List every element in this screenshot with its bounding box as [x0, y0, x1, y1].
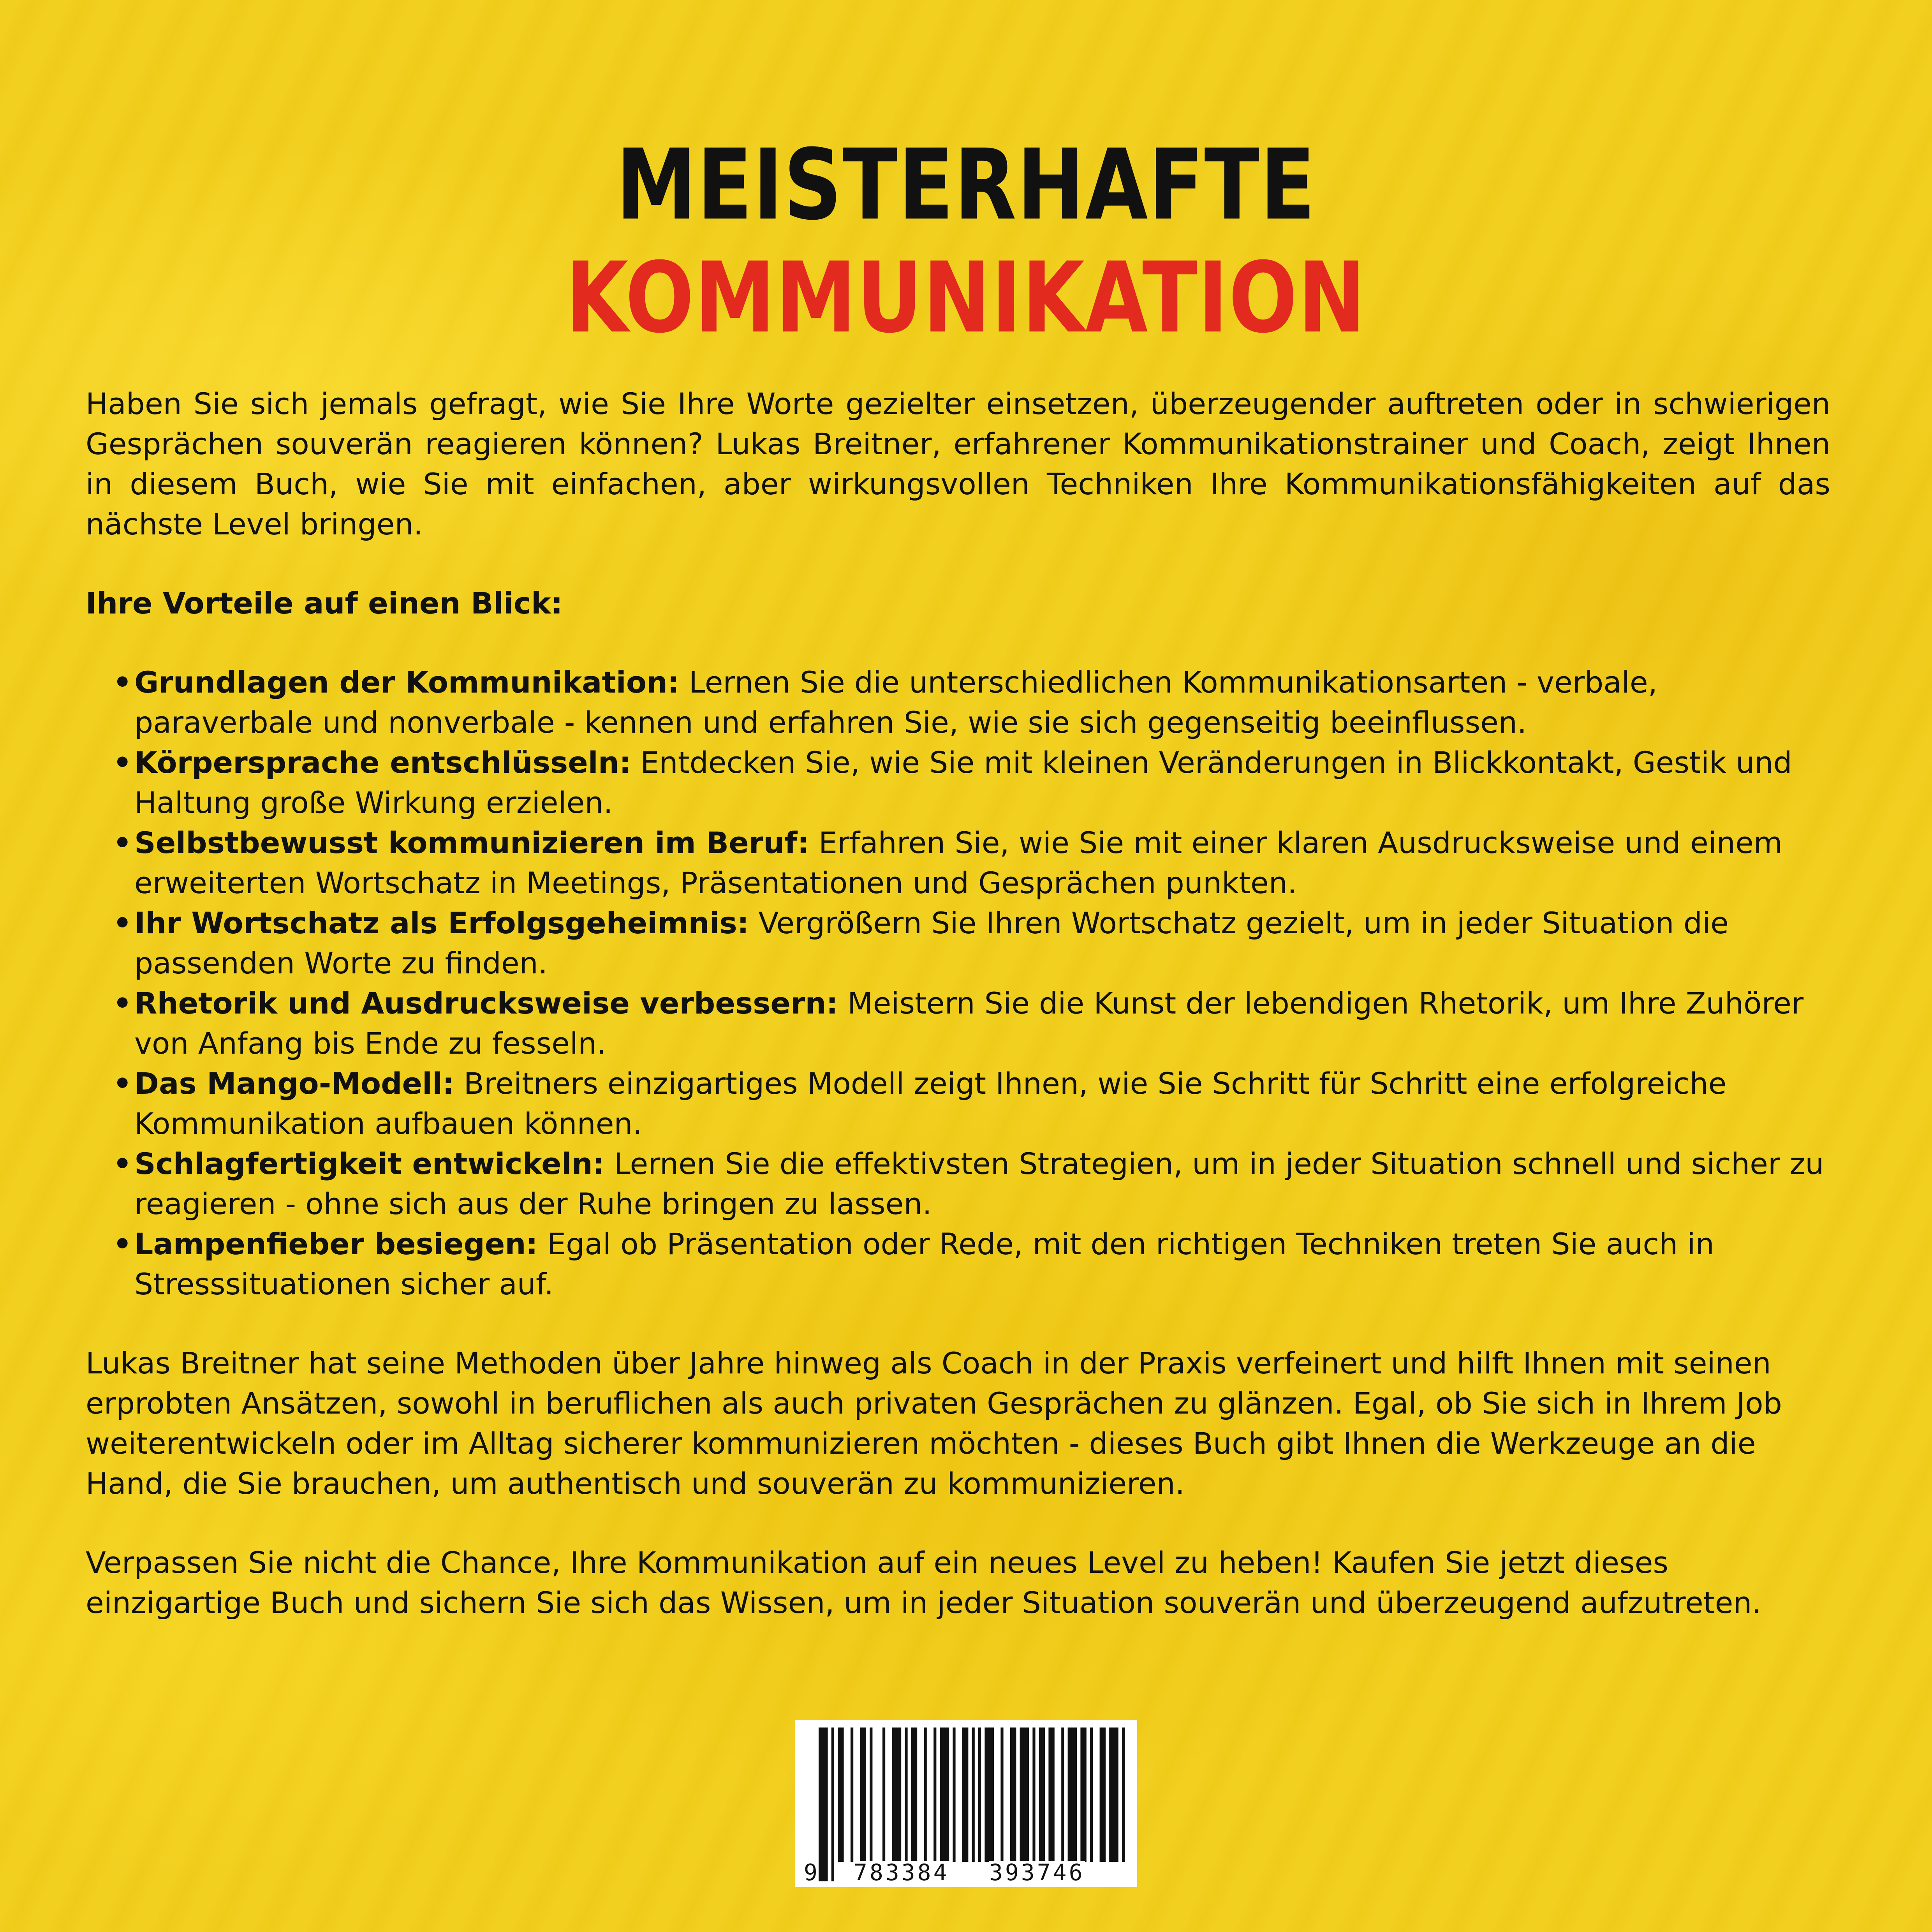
barcode-bar: [1048, 1728, 1054, 1862]
list-item: [86, 903, 1830, 983]
barcode-bar: [953, 1728, 955, 1862]
barcode-bar: [1000, 1728, 1003, 1862]
title-block: [0, 129, 1932, 354]
list-item: [86, 1063, 1830, 1144]
barcode-bar: [1090, 1728, 1093, 1862]
blurb: [86, 384, 1830, 1623]
barcode-bars: [795, 1720, 1137, 1887]
barcode-bar: [892, 1728, 902, 1862]
list-item: [86, 1224, 1830, 1304]
list-item-text: Egal ob Präsentation oder Rede, mit den richtigen Techniken treten Sie auch in Stresssituationen sicher auf.: [134, 1227, 1714, 1301]
list-item-lead: Körpersprache entschlüsseln:: [134, 745, 631, 780]
list-item-text: Lernen Sie die effektivsten Strategien, um in jeder Situation schnell und sicher zu reagieren - ohne sich aus der Ruhe bringen zu lassen.: [134, 1146, 1824, 1221]
bullet-icon: •: [113, 825, 132, 860]
barcode-right-group: 393746: [989, 1859, 1085, 1886]
bullet-icon: •: [113, 1227, 132, 1261]
barcode-bar: [924, 1728, 927, 1862]
intro-paragraph: Haben Sie sich jemals gefragt, wie Sie Ihre Worte gezielter einsetzen, überzeugender auftreten oder in schwierigen Gesprächen souverän reagieren können? Lukas Breitner, erfahrener Kommunikationstrainer und Coach, zeigt Ihnen in diesem Buch, wie Sie mit einfachen, aber wirkungsvollen Techniken Ihre Kommunikationsfähigkeiten auf das nächste Level bringen.: [86, 386, 1830, 541]
barcode-bar: [851, 1728, 853, 1862]
barcode-bar: [940, 1728, 949, 1862]
barcode-bar: [860, 1728, 866, 1862]
list-item: [86, 983, 1830, 1063]
list-item: [86, 1144, 1830, 1224]
isbn-barcode: [795, 1720, 1137, 1887]
author-paragraph: Lukas Breitner hat seine Methoden über Jahre hinweg als Coach in der Praxis verfeinert und hilft Ihnen mit seinen erprobten Ansätzen, sowohl in beruflichen als auch privaten Gesprächen zu glänzen. Egal, ob Sie sich in Ihrem Job weiterentwickeln oder im Alltag sicherer kommunizieren möchten - dieses Buch gibt Ihnen die Werkzeuge an die Hand, die Sie brauchen, um authentisch und souverän zu kommunizieren.: [86, 1346, 1782, 1501]
advantages-list: [86, 662, 1830, 1304]
list-item-text: Meistern Sie die Kunst der lebendigen Rhetorik, um Ihre Zuhörer von Anfang bis Ende zu fesseln.: [134, 986, 1804, 1061]
list-item-lead: Ihr Wortschatz als Erfolgsgeheimnis:: [134, 906, 749, 940]
barcode-bar: [962, 1728, 968, 1862]
barcode-bar: [1039, 1728, 1045, 1862]
barcode-bar: [1068, 1728, 1077, 1862]
barcode-bar: [1061, 1728, 1064, 1862]
barcode-bar: [1080, 1728, 1086, 1862]
barcode-bar: [905, 1728, 907, 1862]
barcode-bar: [831, 1728, 834, 1881]
list-item: [86, 823, 1830, 903]
barcode-bar: [870, 1728, 872, 1862]
barcode-bar: [1100, 1728, 1106, 1862]
list-item-lead: Das Mango-Modell:: [134, 1066, 454, 1101]
list-item-text: Lernen Sie die unterschiedlichen Kommunikationsarten - verbale, paraverbale und nonverbale - kennen und erfahren Sie, wie sie sich gegenseitig beeinflussen.: [134, 665, 1657, 740]
bullet-icon: •: [113, 745, 132, 780]
bullet-icon: •: [113, 906, 132, 940]
barcode-bar: [1010, 1728, 1016, 1881]
list-item: [86, 662, 1830, 742]
list-item: [86, 742, 1830, 823]
barcode-first-digit: 9: [804, 1859, 817, 1886]
barcode-bar: [1032, 1728, 1035, 1881]
list-item-lead: Schlagfertigkeit entwickeln:: [134, 1146, 605, 1181]
barcode-bar: [978, 1728, 981, 1862]
call-to-action-paragraph: Verpassen Sie nicht die Chance, Ihre Kommunikation auf ein neues Level zu heben! Kaufen Sie jetzt dieses einzigartige Buch und sichern Sie sich das Wissen, um in jeder Situation souverän und überzeugend aufzutreten.: [86, 1545, 1761, 1620]
barcode-bar: [1020, 1728, 1029, 1881]
list-item-text: Breitners einzigartiges Modell zeigt Ihnen, wie Sie Schritt für Schritt eine erfolgreiche Kommunikation aufbauen können.: [134, 1066, 1727, 1141]
barcode-bar: [933, 1728, 936, 1862]
barcode-left-group: 783384: [854, 1859, 949, 1886]
barcode-bar: [984, 1728, 994, 1862]
list-item-lead: Rhetorik und Ausdrucksweise verbessern:: [134, 986, 838, 1021]
barcode-bar: [1122, 1728, 1125, 1862]
bullet-icon: •: [113, 1066, 132, 1101]
barcode-bar: [882, 1728, 885, 1862]
list-item-text: Entdecken Sie, wie Sie mit kleinen Veränderungen in Blickkontakt, Gestik und Haltung große Wirkung erzielen.: [134, 745, 1792, 820]
barcode-bar: [838, 1728, 844, 1862]
list-item-text: Erfahren Sie, wie Sie mit einer klaren Ausdrucksweise und einem erweiterten Wortschatz in Meetings, Präsentationen und Gesprächen punkten.: [134, 825, 1782, 900]
title-line-1: MEISTERHAFTE: [616, 128, 1316, 242]
bullet-icon: •: [113, 665, 132, 700]
list-item-lead: Lampenfieber besiegen:: [134, 1227, 538, 1261]
title-line-2: KOMMUNIKATION: [565, 241, 1367, 354]
advantages-heading: Ihre Vorteile auf einen Blick:: [86, 586, 563, 620]
barcode-bar: [819, 1728, 828, 1881]
bullet-icon: •: [113, 986, 132, 1021]
barcode-bar: [911, 1728, 917, 1862]
list-item-lead: Grundlagen der Kommunikation:: [134, 665, 680, 700]
list-item-text: Vergrößern Sie Ihren Wortschatz gezielt, um in jeder Situation die passenden Worte zu finden.: [134, 906, 1729, 980]
barcode-bar: [972, 1728, 975, 1862]
list-item-lead: Selbstbewusst kommunizieren im Beruf:: [134, 825, 809, 860]
barcode-bar: [1109, 1728, 1118, 1862]
bullet-icon: •: [113, 1146, 132, 1181]
